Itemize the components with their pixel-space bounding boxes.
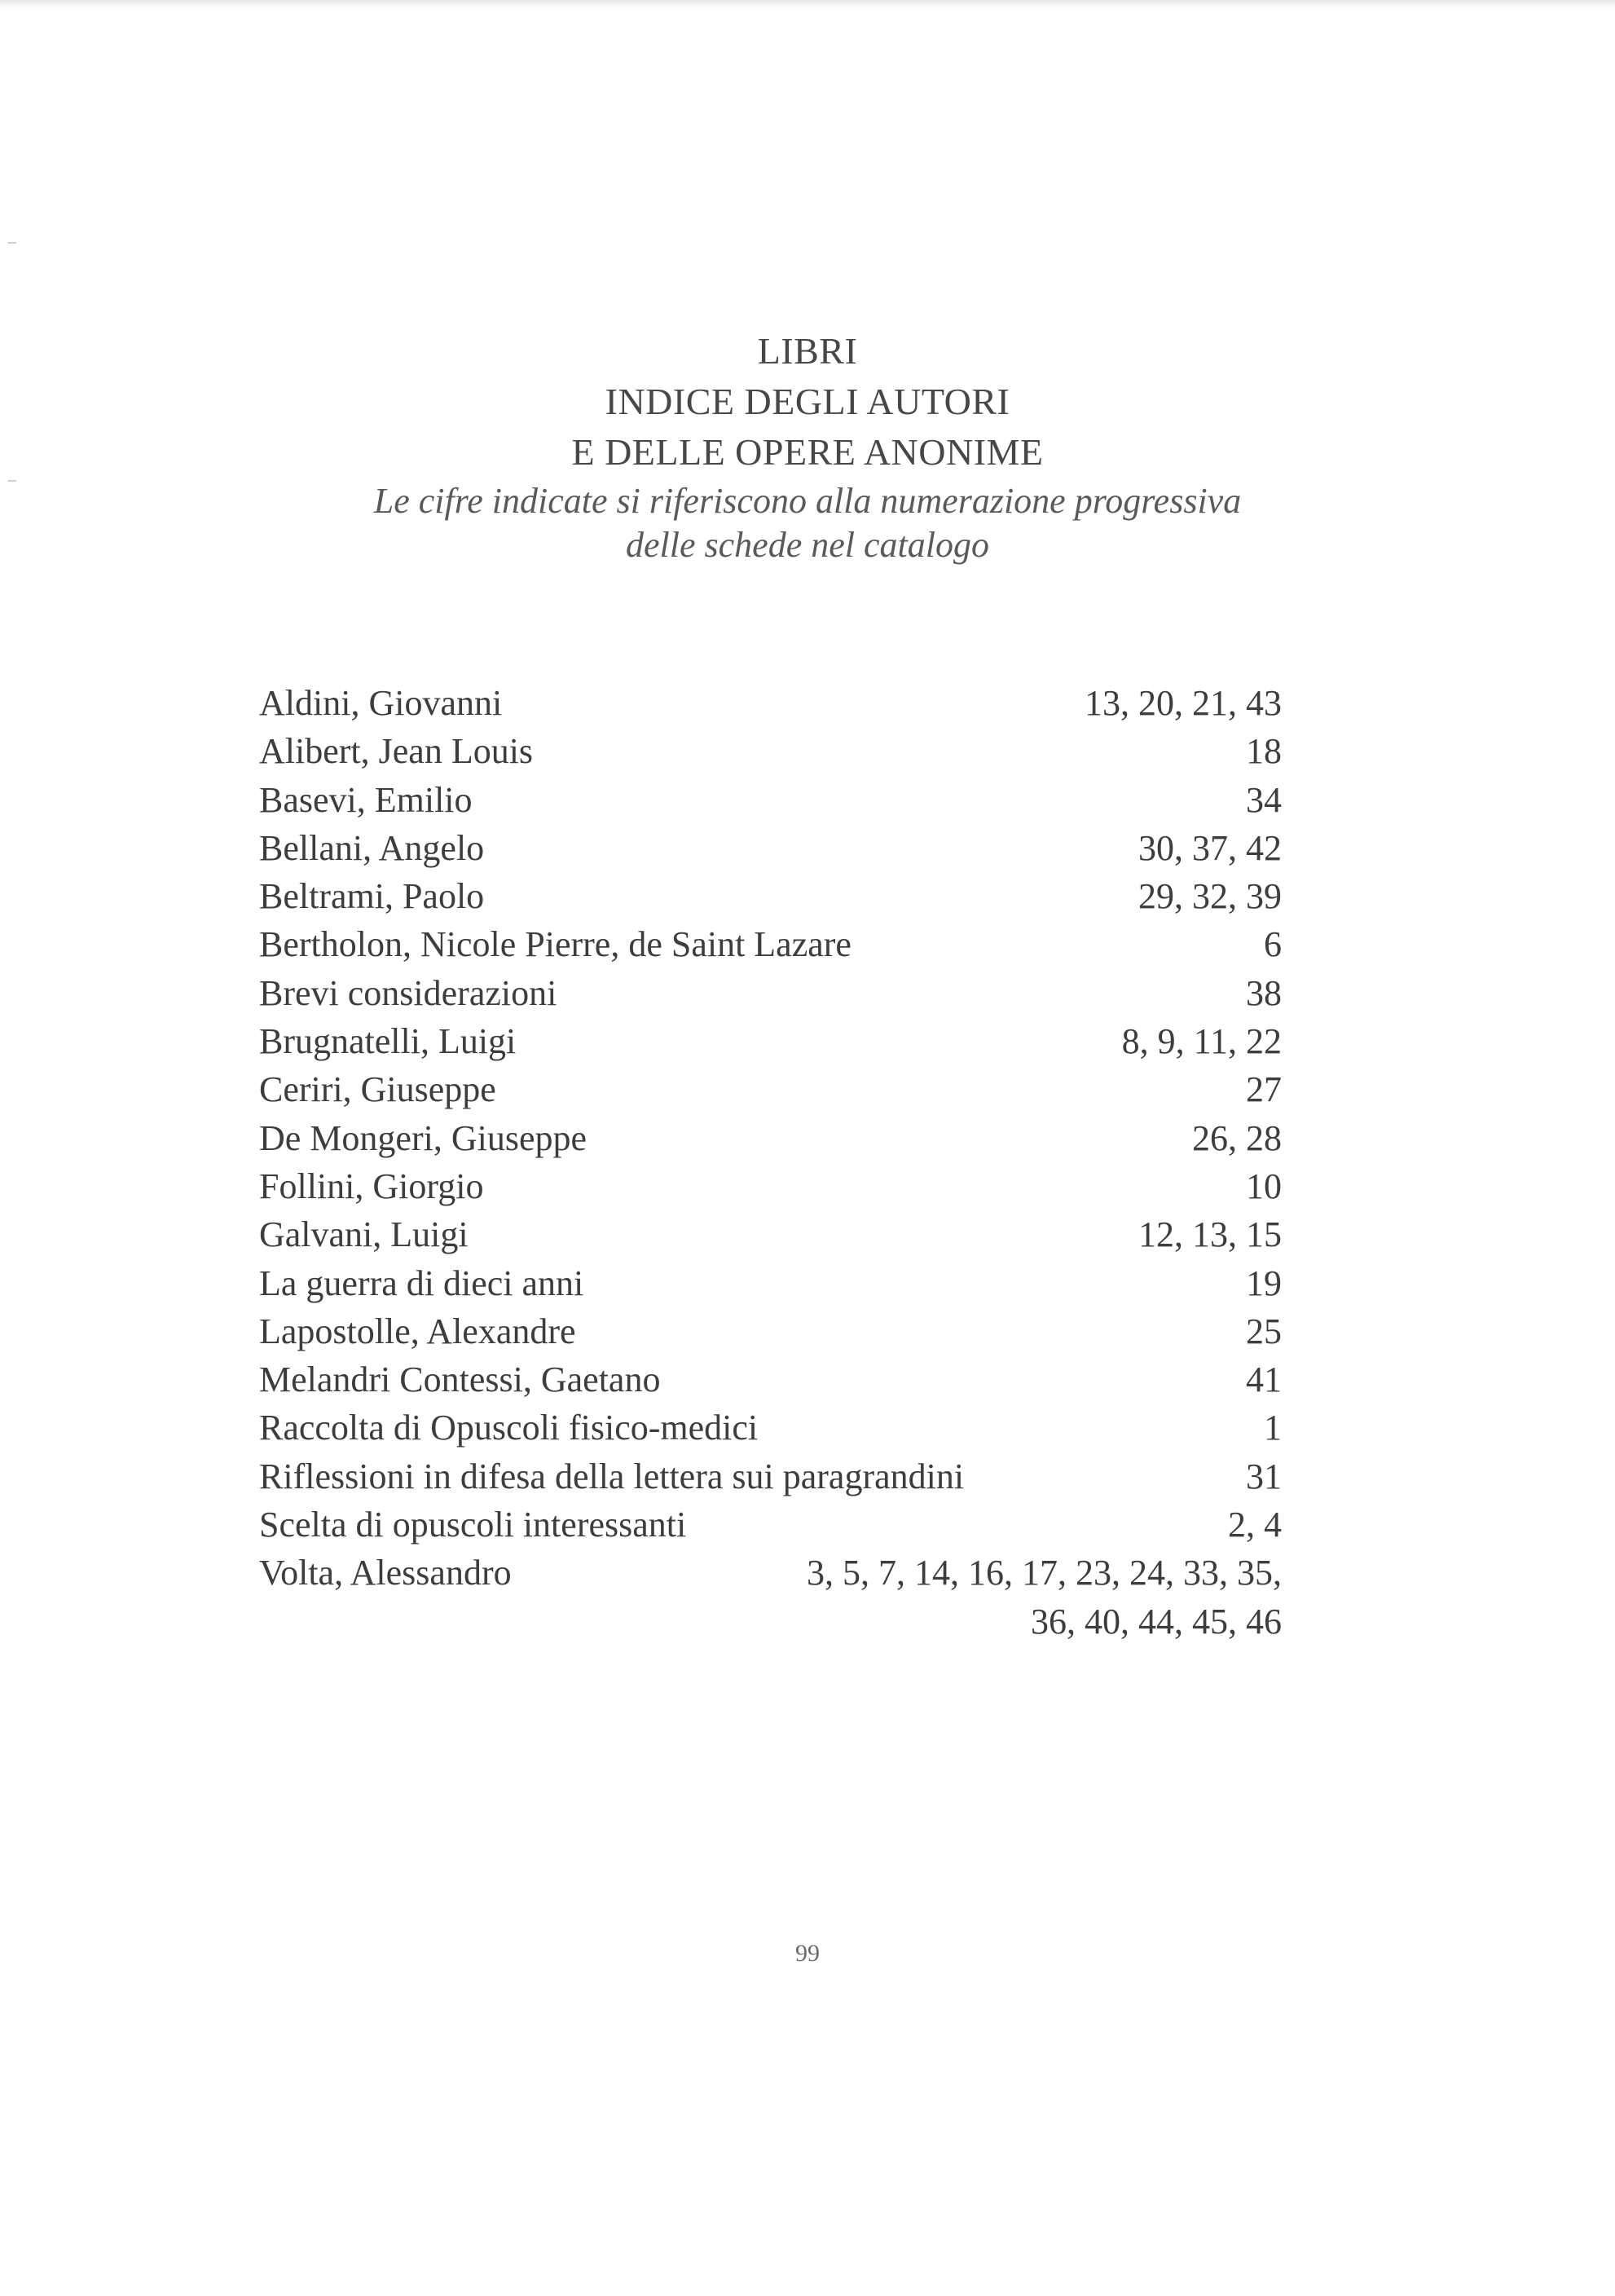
entry-author: La guerra di dieci anni — [259, 1263, 584, 1303]
index-entry — [259, 920, 1282, 968]
index-entry — [259, 776, 1282, 824]
entry-refs: 41 — [1246, 1360, 1282, 1400]
index-entry — [259, 872, 1282, 920]
entry-refs: 3, 5, 7, 14, 16, 17, 23, 24, 33, 35, — [807, 1553, 1282, 1593]
index-entry — [259, 824, 1282, 872]
index-entry — [259, 1404, 1282, 1452]
entry-author: Melandri Contessi, Gaetano — [259, 1360, 661, 1400]
entry-refs: 8, 9, 11, 22 — [1121, 1021, 1282, 1062]
entry-refs: 19 — [1246, 1263, 1282, 1303]
entry-author: Bertholon, Nicole Pierre, de Saint Lazare — [259, 924, 852, 965]
page-number: 99 — [795, 1940, 820, 1967]
entry-refs: 12, 13, 15 — [1138, 1214, 1282, 1255]
entry-refs: 6 — [1264, 924, 1282, 965]
entry-refs: 31 — [1246, 1456, 1282, 1496]
index-entry — [259, 1307, 1282, 1355]
entry-refs: 10 — [1246, 1166, 1282, 1206]
entry-author: Galvani, Luigi — [259, 1214, 469, 1255]
entry-author: Lapostolle, Alexandre — [259, 1311, 576, 1351]
index-title-line-2: INDICE DEGLI AUTORI — [605, 381, 1010, 422]
entry-refs: 29, 32, 39 — [1138, 876, 1282, 917]
entry-author: Alibert, Jean Louis — [259, 731, 534, 772]
index-subtitle-line-1: Le cifre indicate si riferiscono alla numerazione progressiva — [373, 481, 1242, 521]
index-entry — [259, 1549, 1282, 1597]
index-entry — [259, 1501, 1282, 1549]
entry-author: Basevi, Emilio — [259, 779, 473, 820]
entry-author: Bellani, Angelo — [259, 827, 485, 868]
entry-refs: 1 — [1264, 1408, 1282, 1448]
margin-mark: ⁻ — [7, 235, 18, 258]
margin-mark: ⁻ — [7, 473, 18, 496]
index-entry — [259, 727, 1282, 775]
entry-author: Aldini, Giovanni — [259, 683, 503, 723]
entry-author: Brevi considerazioni — [259, 972, 557, 1013]
index-entry — [259, 1452, 1282, 1501]
entry-author: Ceriri, Giuseppe — [259, 1069, 496, 1110]
index-header — [0, 326, 1615, 567]
entry-refs: 26, 28 — [1192, 1117, 1282, 1158]
entry-author: De Mongeri, Giuseppe — [259, 1117, 587, 1158]
index-entry — [259, 1355, 1282, 1404]
index-entry — [259, 1017, 1282, 1065]
index-entry — [259, 679, 1282, 727]
entry-refs: 38 — [1246, 972, 1282, 1013]
index-subtitle-line-2: delle schede nel catalogo — [626, 525, 989, 565]
entry-author: Follini, Giorgio — [259, 1166, 484, 1206]
entry-refs: 18 — [1246, 731, 1282, 772]
index-entry — [259, 1065, 1282, 1113]
entry-refs: 13, 20, 21, 43 — [1085, 683, 1282, 723]
index-entry-continuation — [259, 1598, 1282, 1646]
entry-author: Scelta di opuscoli interessanti — [259, 1505, 687, 1545]
entry-refs: 2, 4 — [1228, 1505, 1282, 1545]
entry-refs: 34 — [1246, 779, 1282, 820]
entry-refs: 25 — [1246, 1311, 1282, 1351]
entry-refs: 36, 40, 44, 45, 46 — [1031, 1601, 1282, 1642]
index-entry — [259, 1259, 1282, 1307]
entry-refs: 27 — [1246, 1069, 1282, 1110]
entry-refs: 30, 37, 42 — [1138, 827, 1282, 868]
entry-author: Brugnatelli, Luigi — [259, 1021, 517, 1062]
entry-author: Raccolta di Opuscoli fisico-medici — [259, 1408, 759, 1448]
index-title-line-1: LIBRI — [757, 330, 858, 372]
scan-top-edge — [0, 0, 1615, 8]
entry-author: Beltrami, Paolo — [259, 876, 485, 917]
index-title-line-3: E DELLE OPERE ANONIME — [571, 431, 1044, 473]
index-entry — [259, 969, 1282, 1017]
entry-author: Riflessioni in difesa della lettera sui paragrandini — [259, 1456, 965, 1496]
author-index-list — [259, 679, 1282, 1646]
index-entry — [259, 1210, 1282, 1258]
index-entry — [259, 1162, 1282, 1210]
entry-author: Volta, Alessandro — [259, 1553, 512, 1593]
index-entry — [259, 1114, 1282, 1162]
